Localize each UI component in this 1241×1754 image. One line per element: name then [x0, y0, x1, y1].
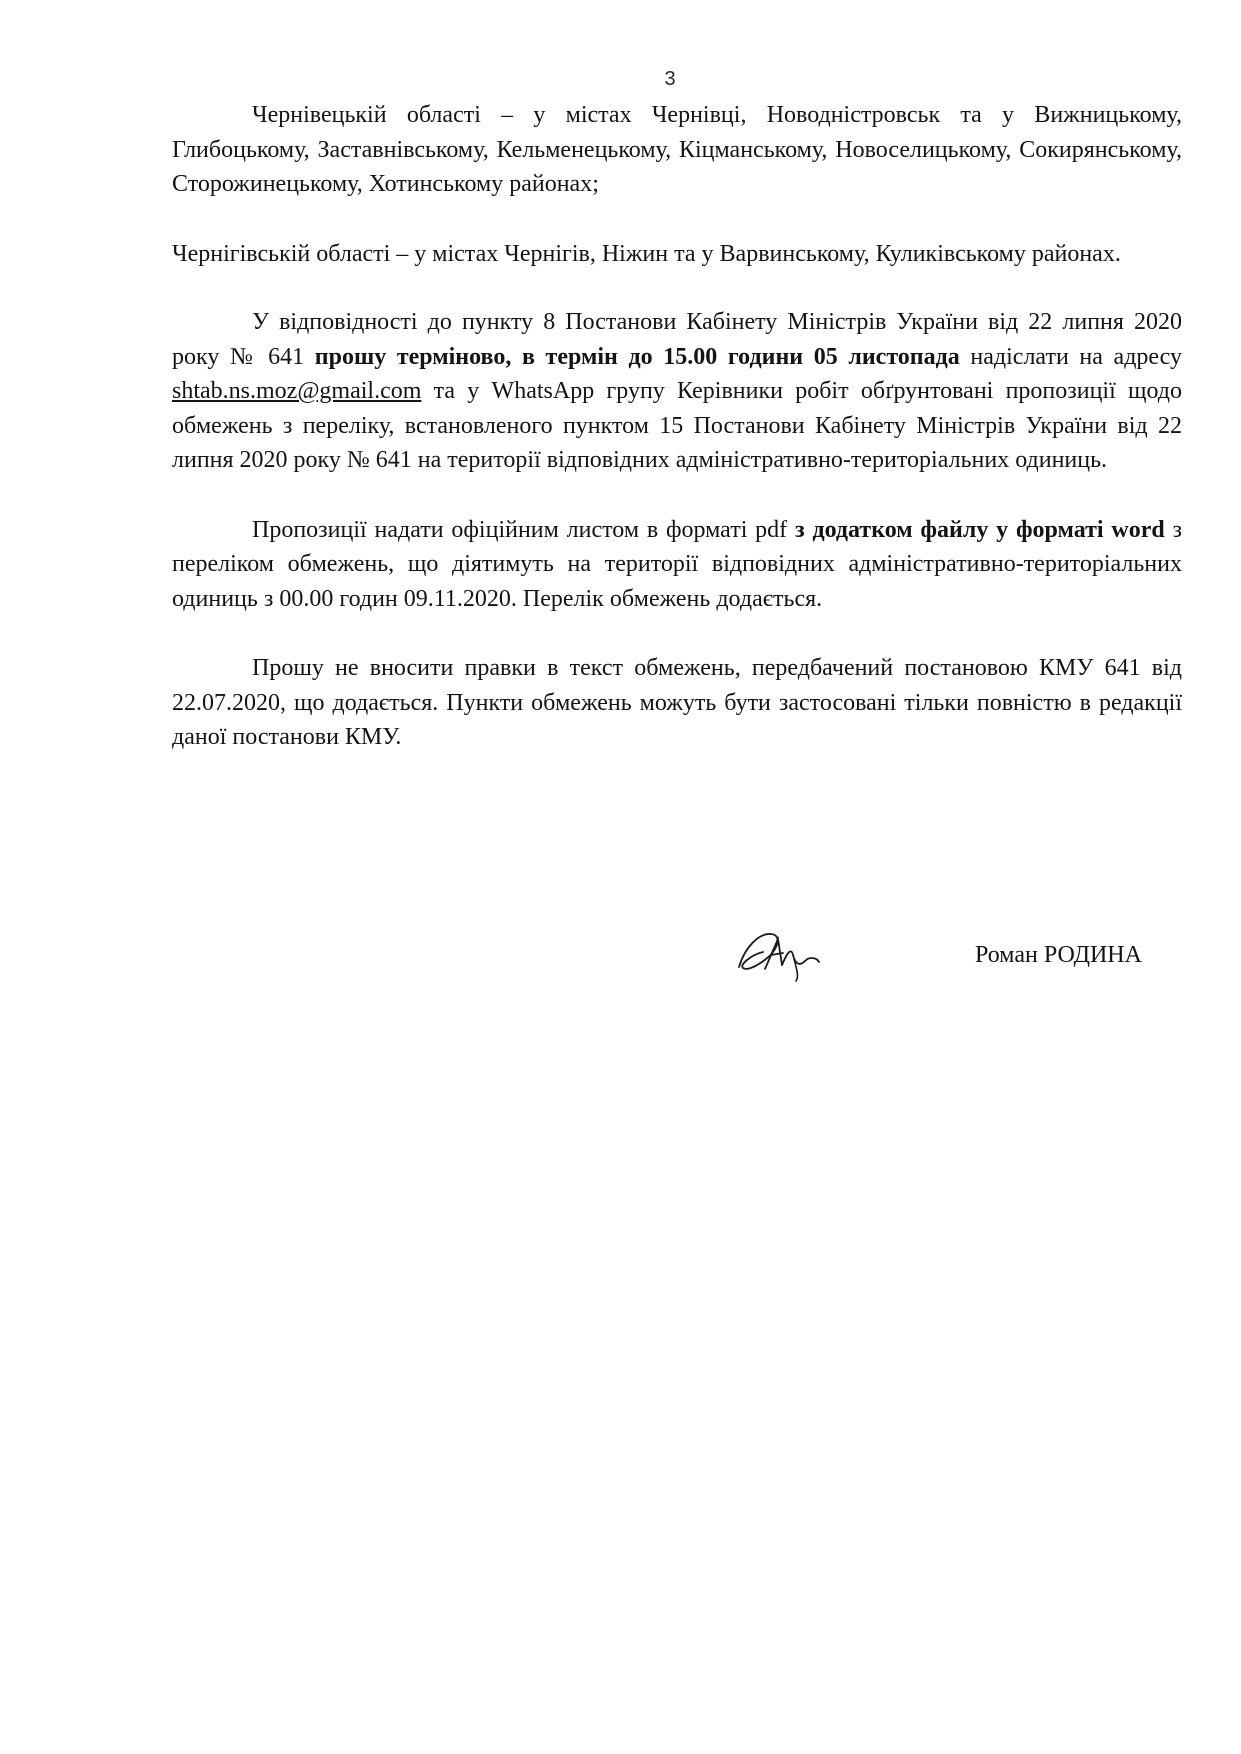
- signature-graphic: [735, 925, 827, 985]
- paragraph-chernihiv-region: Чернігівській області – у містах Чернігів, Ніжин та у Варвинському, Куликівському районах.: [172, 240, 1121, 267]
- proposals-attachment-note: з додатком файлу у форматі word: [794, 516, 1165, 543]
- request-text-address: надіслати на адресу: [959, 343, 1183, 370]
- email-link[interactable]: shtab.ns.moz@gmail.com: [172, 378, 422, 404]
- paragraph-chernivtsi-region: Чернівецькій області – у містах Чернівці, Новодністровськ та у Вижницькому, Глибоцькому, Заставнівському, Кельменецькому, Кіцманському, Новоселицькому, Сокирянському, Сторожинецькому, Хотинському районах;: [172, 102, 1182, 197]
- paragraph-no-edits: Прошу не вносити правки в текст обмежень, передбачений постановою КМУ 641 від 22.07.2020, що додається. Пункти обмежень можуть бути застосовані тільки повністю в редакції даної постанови КМУ.: [172, 655, 1182, 750]
- request-deadline: прошу терміново, в термін до 15.00 години 05 листопада: [314, 343, 960, 370]
- proposals-text-start: Пропозиції надати офіційним листом в форматі pdf: [252, 516, 795, 543]
- proposals-text-end: з переліком обмежень, що діятимуть на території відповідних адміністративно-територіальних одиниць з 00.00 годин 09.11.2020. Перелік обмежень додається.: [172, 516, 1182, 612]
- request-text-start: У відповідності до пункту 8 Постанови Кабінету Міністрів України від 22 липня 2020 року № 641: [172, 309, 1182, 370]
- request-text-end: та у WhatsApp групу Керівники робіт обґрунтовані пропозиції щодо обмежень з переліку, встановленого пунктом 15 Постанови Кабінету Міністрів України від 22 липня 2020 року № 641 на території відповідних адміністративно-територіальних одиниць.: [172, 378, 1182, 473]
- page-number: 3: [664, 68, 676, 90]
- signer-name: Роман РОДИНА: [975, 942, 1142, 968]
- paragraph-request: [172, 305, 1182, 478]
- paragraph-proposals-format: [172, 513, 1182, 617]
- letter-body: [172, 305, 1182, 755]
- regions-list: [172, 98, 1182, 271]
